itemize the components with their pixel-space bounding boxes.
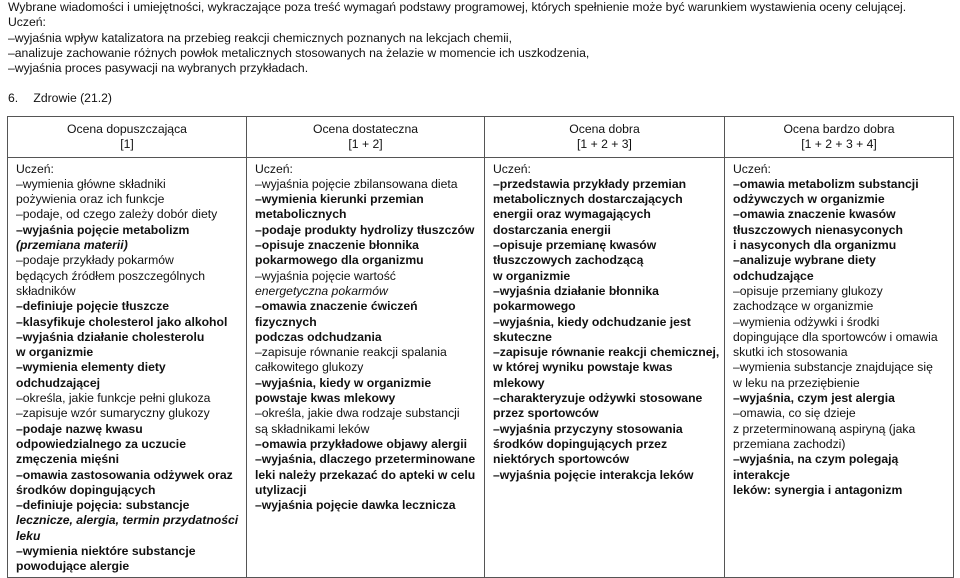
cell-line: –definiuje pojęcie tłuszcze: [16, 299, 170, 314]
cell-line: –zapisuje równanie reakcji chemicznej,: [493, 345, 720, 360]
cell-student-label: Uczeń:: [493, 161, 531, 176]
cell-line: –omawia, co się dzieje: [733, 406, 856, 421]
header-name: Ocena dobra: [569, 122, 640, 136]
cell-line: –charakteryzuje odżywki stosowane: [493, 391, 703, 406]
cell-line: –przedstawia przykłady przemian: [493, 176, 687, 191]
cell-line: składników: [16, 283, 76, 298]
cell-line: –wyjaśnia, kiedy w organizmie: [255, 375, 432, 390]
cell-line: odżywczych w organizmie: [733, 192, 885, 207]
cell-line: środków dopingujących: [16, 482, 156, 497]
cell-line: skutki ich stosowania: [733, 345, 848, 360]
cell-line: –określa, jakie dwa rodzaje substancji: [255, 406, 460, 421]
cell-line: przez sportowców: [493, 406, 599, 421]
cell-line: –wymienia elementy diety: [16, 360, 166, 375]
cell-line: –określa, jakie funkcje pełni glukoza: [16, 391, 211, 406]
cell-line: przemiana zachodzi): [733, 436, 846, 451]
cell-student-label: Uczeń:: [255, 161, 293, 176]
cell-line: utylizacji: [255, 482, 307, 497]
cell-line: lecznicze, alergia, termin przydatności: [16, 513, 239, 528]
cell-line: dopingujące dla sportowców i omawia: [733, 329, 938, 344]
header-points: [1 + 2 + 3 + 4]: [801, 137, 877, 152]
cell-line: odpowiedzialnego za uczucie: [16, 436, 186, 451]
cell-line: –klasyfikuje cholesterol jako alkohol: [16, 314, 228, 329]
cell-line: –wyjaśnia, kiedy odchudzanie jest: [493, 314, 691, 329]
cell-line: –wymienia odżywki i środki: [733, 314, 880, 329]
cell-line: –omawia znaczenie kwasów: [733, 207, 896, 222]
cell-line: –wyjaśnia przyczyny stosowania: [493, 421, 683, 436]
cell-line: w organizmie: [493, 268, 571, 283]
cell-line: –definiuje pojęcia: substancje: [16, 498, 190, 513]
cell-line: –wyjaśnia pojęcie wartość: [255, 268, 396, 283]
cell-line: pokarmowego: [493, 299, 576, 314]
cell-line: (przemiana materii): [16, 238, 128, 253]
header-name: Ocena bardzo dobra: [783, 122, 895, 136]
cell-line: energetyczna pokarmów: [255, 283, 388, 298]
grading-table: [7, 116, 954, 578]
cell-line: środków dopingujących przez: [493, 436, 668, 451]
section-name: Zdrowie (21.2): [33, 91, 112, 105]
cell-line: powstaje kwas mlekowy: [255, 391, 396, 406]
cell-line: całkowitego glukozy: [255, 360, 364, 375]
cell-line: –wymienia kierunki przemian: [255, 192, 424, 207]
cell-line: niektórych sportowców: [493, 452, 630, 467]
cell-line: –opisuje znaczenie błonnika: [255, 238, 419, 253]
cell-line: z przeterminowaną aspiryną (jaka: [733, 421, 916, 436]
cell-line: pokarmowego dla organizmu: [255, 253, 424, 268]
cell-line: tłuszczowych nienasyconych: [733, 222, 904, 237]
cell-line: zmęczenia mięśni: [16, 452, 119, 467]
cell-line: –wymienia główne składniki: [16, 176, 166, 191]
cell-dostateczna: [247, 157, 485, 577]
cell-line: powodujące alergie: [16, 559, 130, 574]
cell-line: –opisuje przemianę kwasów: [493, 238, 657, 253]
cell-line: –analizuje wybrane diety odchudzające: [733, 253, 876, 283]
cell-line: i nasyconych dla organizmu: [733, 238, 897, 253]
section-title: [8, 91, 112, 106]
header-name: Ocena dostateczna: [312, 122, 419, 136]
cell-line: –omawia przykładowe objawy alergii: [255, 436, 468, 451]
cell-line: –wymienia niektóre substancje: [16, 544, 196, 559]
cell-line: –zapisuje równanie reakcji spalania: [255, 345, 447, 360]
header-points: [1 + 2 + 3]: [577, 137, 632, 152]
cell-dopuszczajaca: [8, 157, 247, 577]
cell-line: –podaje nazwę kwasu: [16, 421, 143, 436]
cell-line: –podaje produkty hydrolizy tłuszczów: [255, 222, 475, 237]
intro-item: –wyjaśnia wpływ katalizatora na przebieg reakcji chemicznych poznanych na lekcjach chemii,: [8, 30, 512, 45]
cell-line: w leku na przeziębienie: [733, 375, 860, 390]
header-dopuszczajaca: [8, 117, 247, 158]
table-body-row: [8, 157, 954, 577]
cell-line: –podaje przykłady pokarmów: [16, 253, 174, 268]
cell-line: –wymienia substancje znajdujące się: [733, 360, 933, 375]
cell-line: skuteczne: [493, 329, 552, 344]
cell-student-label: Uczeń:: [733, 161, 771, 176]
cell-line: –wyjaśnia, na czym polegają interakcje: [733, 452, 899, 482]
section-number: 6.: [8, 91, 19, 105]
header-bardzo-dobra: [725, 117, 954, 158]
cell-line: pożywienia oraz ich funkcje: [16, 192, 165, 207]
cell-line: –omawia metabolizm substancji: [733, 176, 919, 191]
header-points: [1 + 2]: [348, 137, 383, 152]
header-points: [1]: [120, 137, 134, 152]
cell-line: –podaje, od czego zależy dobór diety: [16, 207, 218, 222]
cell-line: metabolicznych: [255, 207, 347, 222]
cell-line: –wyjaśnia pojęcie metabolizm: [16, 222, 190, 237]
cell-line: metabolicznych dostarczających: [493, 192, 683, 207]
intro-item: –wyjaśnia proces pasywacji na wybranych przykładach.: [8, 61, 309, 76]
cell-student-label: Uczeń:: [16, 161, 54, 176]
cell-line: będących źródłem poszczególnych: [16, 268, 206, 283]
cell-line: –wyjaśnia pojęcie dawka lecznicza: [255, 498, 456, 513]
cell-line: leku: [16, 528, 41, 543]
header-name: Ocena dopuszczająca: [67, 122, 187, 136]
cell-line: –wyjaśnia, dlaczego przeterminowane: [255, 452, 476, 467]
cell-dobra: [485, 157, 725, 577]
table-header-row: [8, 117, 954, 158]
cell-line: w organizmie: [16, 345, 94, 360]
cell-line: –omawia znaczenie ćwiczeń fizycznych: [255, 299, 418, 329]
cell-line: energii oraz wymagających: [493, 207, 651, 222]
cell-line: są składnikami leków: [255, 421, 370, 436]
cell-line: –wyjaśnia pojęcie interakcja leków: [493, 467, 694, 482]
cell-line: –opisuje przemiany glukozy: [733, 283, 883, 298]
cell-line: –wyjaśnia działanie cholesterolu: [16, 329, 205, 344]
cell-line: –wyjaśnia działanie błonnika: [493, 283, 659, 298]
header-dostateczna: [247, 117, 485, 158]
cell-line: w której wyniku powstaje kwas: [493, 360, 673, 375]
cell-line: –omawia zastosowania odżywek oraz: [16, 467, 233, 482]
cell-line: odchudzającej: [16, 375, 100, 390]
cell-line: mlekowy: [493, 375, 545, 390]
cell-line: zachodzące w organizmie: [733, 299, 874, 314]
cell-line: –wyjaśnia pojęcie zbilansowana dieta: [255, 176, 458, 191]
intro-heading: Wybrane wiadomości i umiejętności, wykraczające poza treść wymagań podstawy programowej, których spełnienie może być warunkiem wystawienia oceny celującej.: [8, 0, 907, 14]
cell-line: podczas odchudzania: [255, 329, 382, 344]
intro-block: [8, 0, 953, 76]
header-dobra: [485, 117, 725, 158]
cell-line: –wyjaśnia, czym jest alergia: [733, 391, 895, 406]
intro-student-label: Uczeń:: [8, 15, 46, 30]
intro-item: –analizuje zachowanie różnych powłok metalicznych stosowanych na żelazie w momencie ich uszkodzenia,: [8, 45, 590, 60]
cell-line: leki należy przekazać do apteki w celu: [255, 467, 476, 482]
cell-bardzo-dobra: [725, 157, 954, 577]
cell-line: tłuszczowych zachodzącą: [493, 253, 644, 268]
cell-line: –zapisuje wzór sumaryczny glukozy: [16, 406, 210, 421]
cell-line: leków: synergia i antagonizm: [733, 482, 903, 497]
cell-line: dostarczania energii: [493, 222, 611, 237]
